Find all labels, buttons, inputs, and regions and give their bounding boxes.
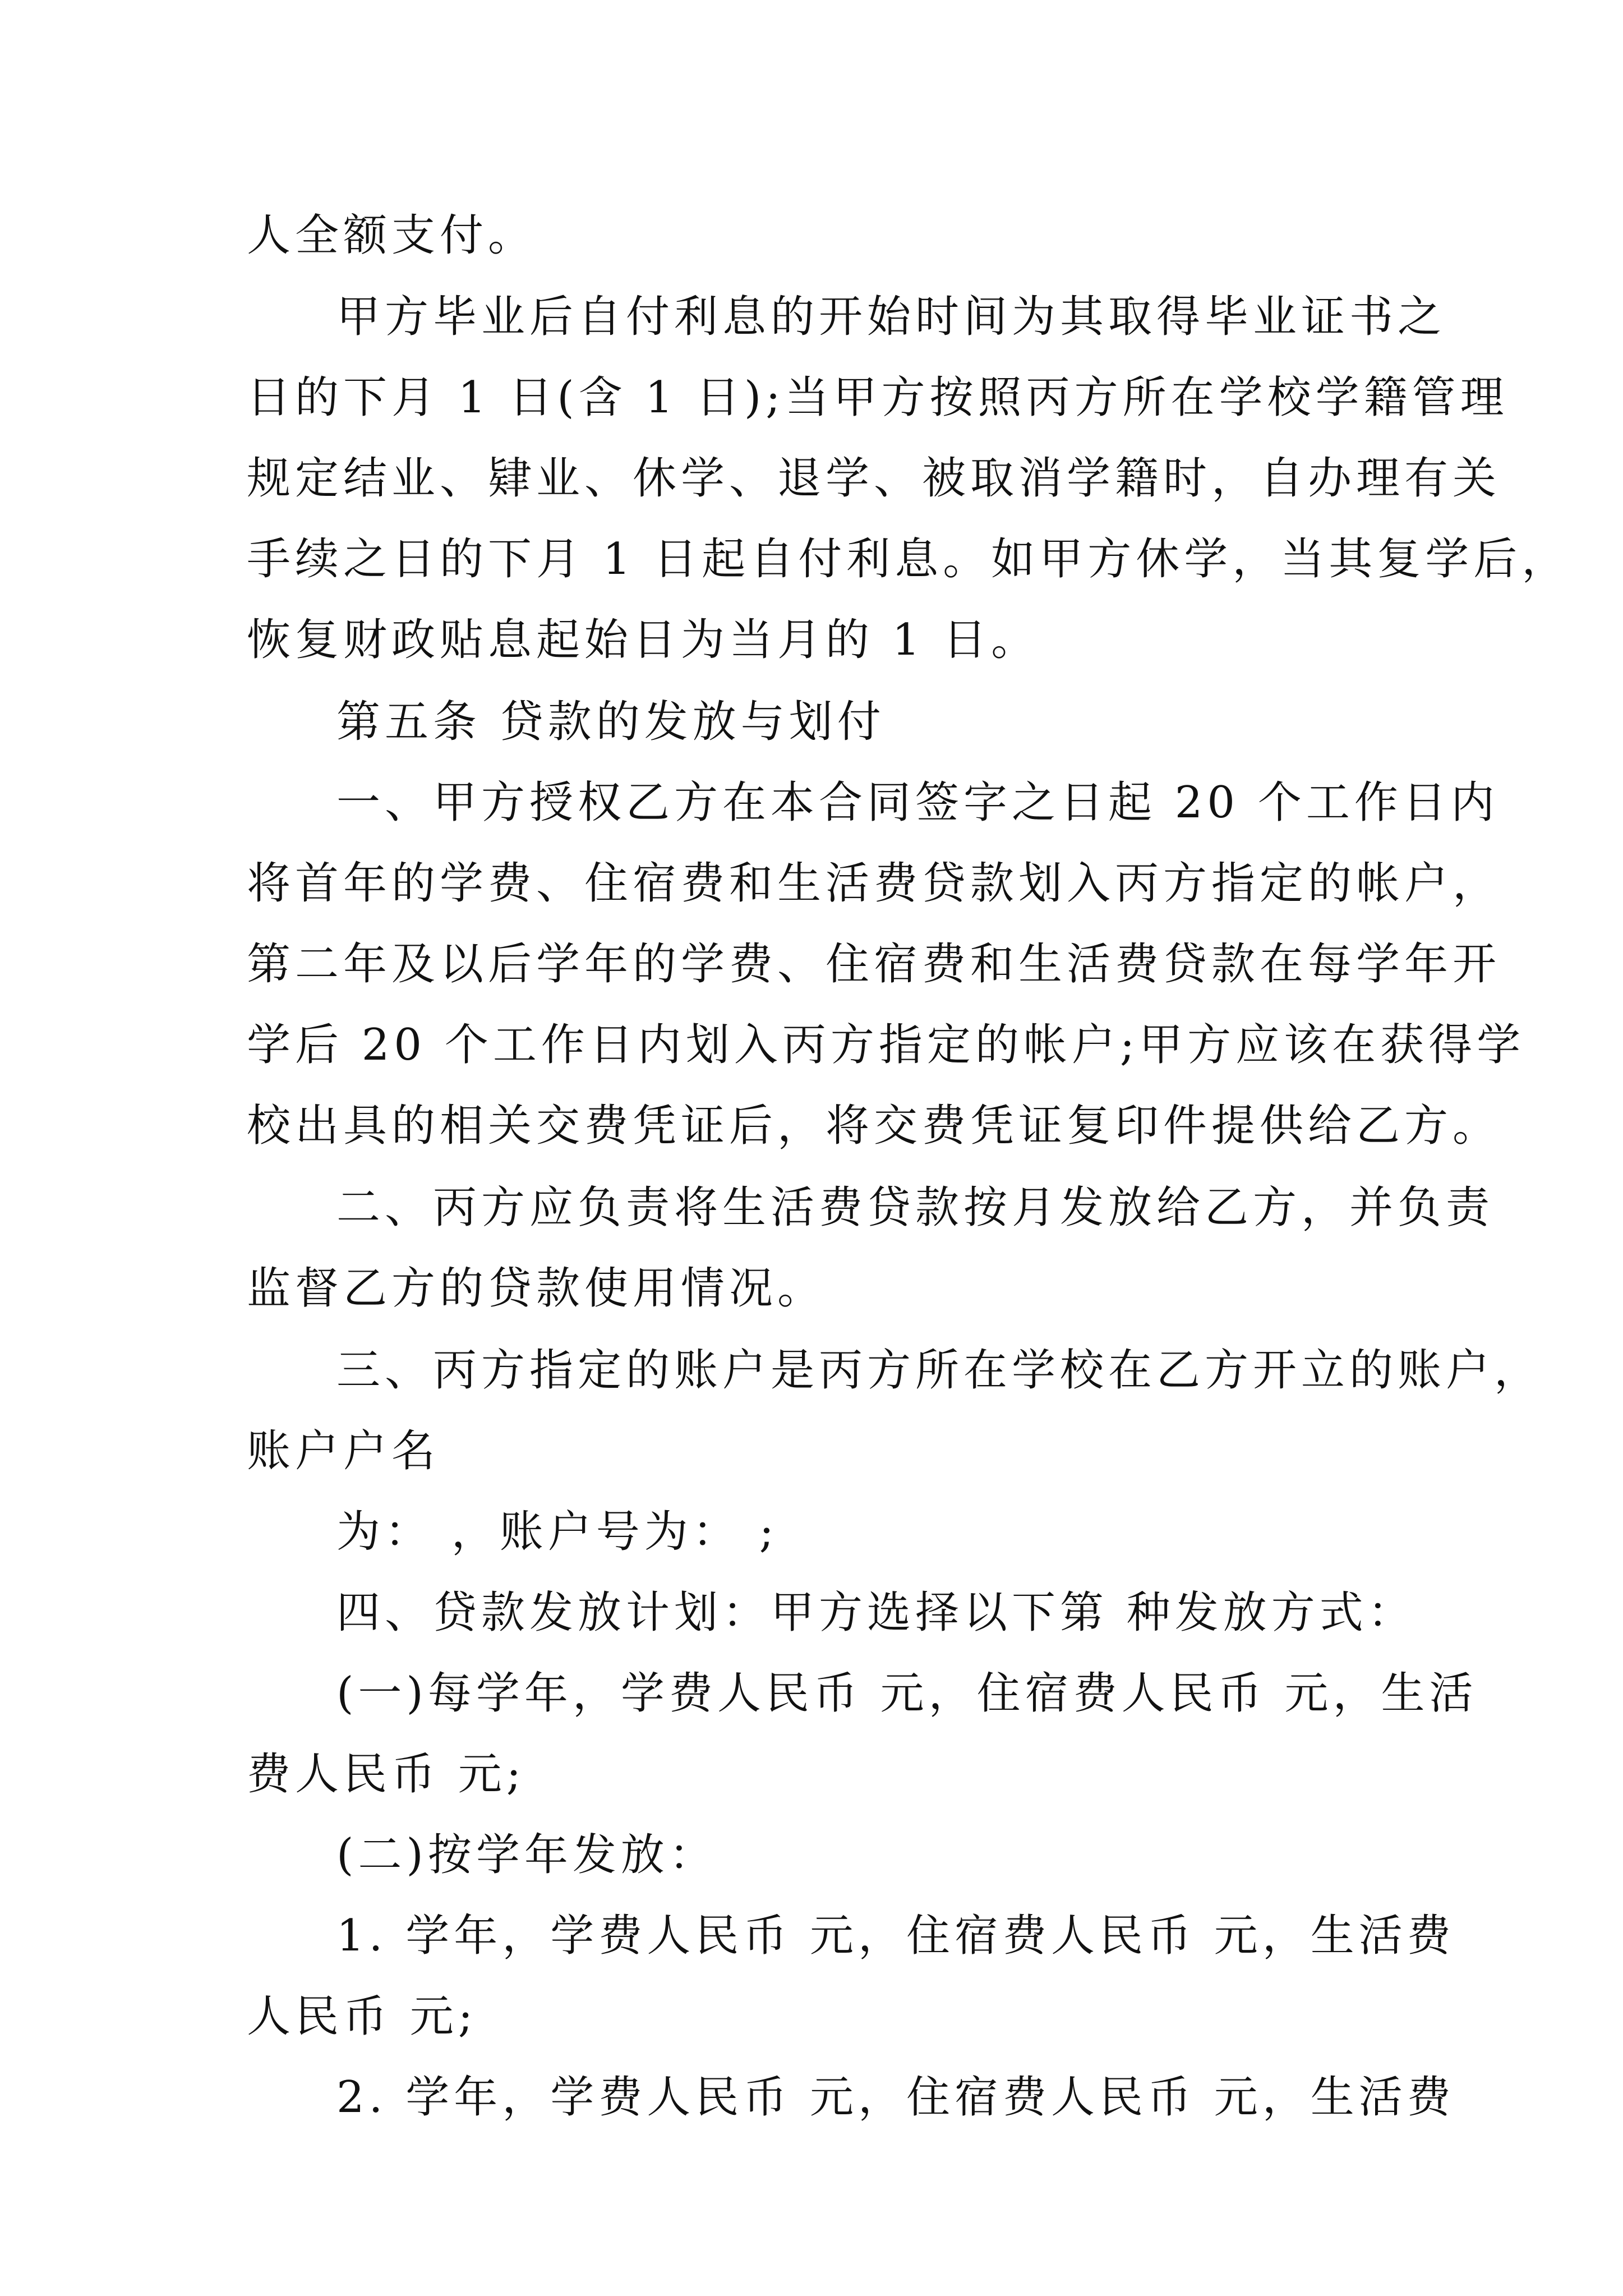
text-line-14: 监督乙方的贷款使用情况。 (247, 1263, 826, 1314)
text-line-16: 账户户名 (247, 1426, 440, 1476)
text-line-10: 第二年及以后学年的学费、住宿费和生活费贷款在每学年开 (247, 939, 1501, 990)
text-line-24: 2. 学年，学费人民币 元，住宿费人民币 元，生活费 (336, 2072, 1455, 2123)
text-line-4: 规定结业、肄业、休学、退学、被取消学籍时，自办理有关 (247, 453, 1501, 504)
text-line-13: 二、丙方应负责将生活费贷款按月发放给乙方，并负责 (336, 1182, 1495, 1233)
text-line-18: 四、贷款发放计划：甲方选择以下第 种发放方式： (336, 1588, 1416, 1638)
text-line-2: 甲方毕业后自付利息的开始时间为其取得毕业证书之 (336, 292, 1446, 342)
text-line-22: 1. 学年，学费人民币 元，住宿费人民币 元，生活费 (336, 1911, 1455, 1961)
text-line-20: 费人民币 元; (247, 1749, 526, 1800)
text-line-12: 校出具的相关交费凭证后，将交费凭证复印件提供给乙方。 (247, 1101, 1501, 1151)
text-line-15: 三、丙方指定的账户是丙方所在学校在乙方开立的账户， (336, 1345, 1543, 1396)
text-line-9: 将首年的学费、住宿费和生活费贷款划入丙方指定的帐户， (247, 858, 1501, 909)
text-line-11: 学后 20 个工作日内划入丙方指定的帐户;甲方应该在获得学 (247, 1020, 1525, 1070)
text-line-6: 恢复财政贴息起始日为当月的 1 日。 (247, 615, 1040, 665)
text-line-8: 一、甲方授权乙方在本合同签字之日起 20 个工作日内 (336, 777, 1499, 828)
text-line-1: 人全额支付。 (247, 210, 537, 261)
text-line-3: 日的下月 1 日(含 1 日);当甲方按照丙方所在学校学籍管理 (247, 372, 1509, 423)
text-line-23: 人民币 元; (247, 1991, 478, 2042)
text-line-17: 为： ，账户号为： ; (336, 1507, 778, 1557)
text-line-19: (一)每学年，学费人民币 元，住宿费人民币 元，生活 (336, 1668, 1478, 1719)
text-line-5: 手续之日的下月 1 日起自付利息。如甲方休学，当其复学后， (247, 534, 1570, 585)
section-heading: 第五条 贷款的发放与划付 (336, 697, 886, 747)
text-line-21: (二)按学年发放： (336, 1830, 717, 1880)
